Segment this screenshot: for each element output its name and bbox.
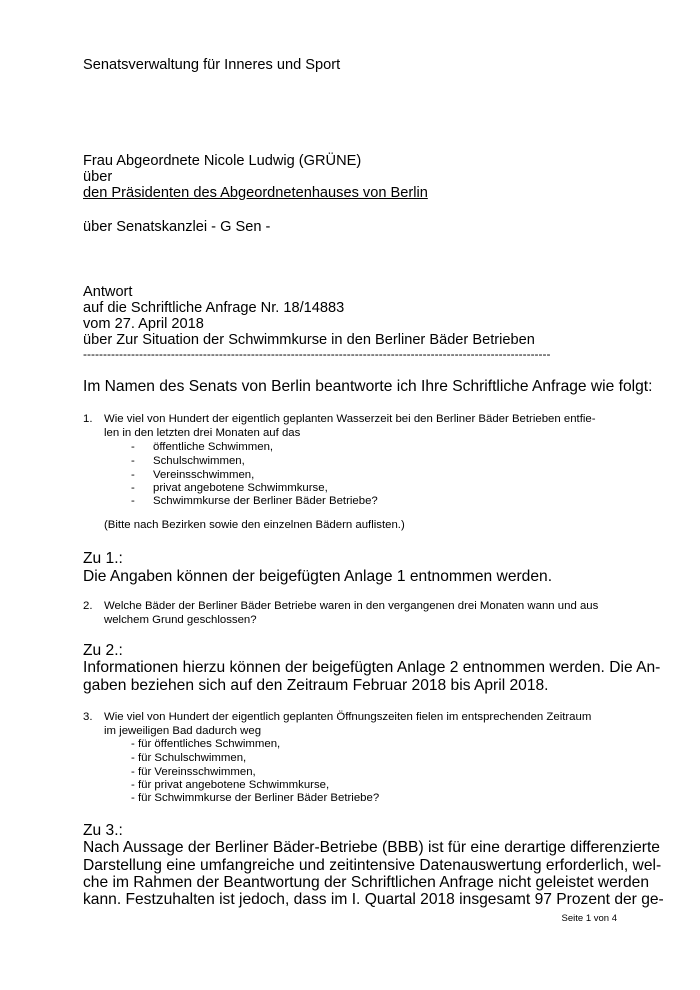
question-3-line-1: Wie viel von Hundert der eigentlich geplanten Öffnungszeiten fielen im entsprechenden Zeitraum: [104, 711, 592, 723]
subject-inquiry-number: auf die Schriftliche Anfrage Nr. 18/14883: [83, 300, 345, 316]
question-3-item: - für Schulschwimmen,: [131, 752, 247, 764]
question-3-number: 3.: [83, 711, 93, 723]
question-3-line-2: im jeweiligen Bad dadurch weg: [104, 725, 262, 737]
department-header: Senatsverwaltung für Inneres und Sport: [83, 57, 341, 73]
question-1-item: - öffentliche Schwimmen,: [131, 441, 274, 453]
answer-2-line-1: Informationen hierzu können der beigefügten Anlage 2 entnommen werden. Die An-: [83, 659, 661, 676]
answer-2-heading: Zu 2.:: [83, 642, 123, 659]
question-1-item: - privat angebotene Schwimmkurse,: [131, 482, 328, 494]
question-2-line-2: welchem Grund geschlossen?: [104, 614, 257, 626]
question-2-line-1: Welche Bäder der Berliner Bäder Betriebe waren in den vergangenen drei Monaten wann und aus: [104, 600, 599, 612]
question-1-line-1: Wie viel von Hundert der eigentlich geplanten Wasserzeit bei den Berliner Bäder Betrieben entfie-: [104, 413, 596, 425]
page-number: Seite 1 von 4: [561, 913, 617, 924]
addressee-president: den Präsidenten des Abgeordnetenhauses von Berlin: [83, 185, 428, 201]
subject-answer: Antwort: [83, 284, 133, 300]
addressee-chancellery: über Senatskanzlei - G Sen -: [83, 219, 271, 235]
question-1-item: - Schulschwimmen,: [131, 455, 245, 467]
answer-3-line-4: kann. Festzuhalten ist jedoch, dass im I. Quartal 2018 insgesamt 97 Prozent der ge-: [83, 891, 664, 908]
addressee-name: Frau Abgeordnete Nicole Ludwig (GRÜNE): [83, 153, 362, 169]
question-1-note: (Bitte nach Bezirken sowie den einzelnen Bädern auflisten.): [104, 519, 405, 531]
answer-1-heading: Zu 1.:: [83, 550, 123, 567]
subject-date: vom 27. April 2018: [83, 316, 204, 332]
intro-text: Im Namen des Senats von Berlin beantworte ich Ihre Schriftliche Anfrage wie folgt:: [83, 378, 653, 395]
answer-3-line-3: che im Rahmen der Beantwortung der Schriftlichen Anfrage nicht geleistet werden: [83, 874, 650, 891]
question-3-item: - für privat angebotene Schwimmkurse,: [131, 779, 330, 791]
question-1-item: - Schwimmkurse der Berliner Bäder Betriebe?: [131, 495, 378, 507]
question-1-number: 1.: [83, 413, 93, 425]
question-1-line-2: len in den letzten drei Monaten auf das: [104, 427, 301, 439]
answer-3-heading: Zu 3.:: [83, 822, 123, 839]
answer-3-line-1: Nach Aussage der Berliner Bäder-Betriebe (BBB) ist für eine derartige differenzierte: [83, 839, 660, 856]
addressee-via: über: [83, 169, 113, 185]
subject-separator: ---------------------------------------------------------------------------------------------------------------------: [83, 347, 551, 361]
question-3-item: - für öffentliches Schwimmen,: [131, 738, 281, 750]
answer-1-text: Die Angaben können der beigefügten Anlage 1 entnommen werden.: [83, 568, 553, 585]
question-2-number: 2.: [83, 600, 93, 612]
question-3-item: - für Vereinsschwimmen,: [131, 766, 256, 778]
answer-3-line-2: Darstellung eine umfangreiche und zeitintensive Datenauswertung erforderlich, wel-: [83, 857, 662, 874]
subject-title: über Zur Situation der Schwimmkurse in den Berliner Bäder Betrieben: [83, 332, 535, 348]
question-1-item: - Vereinsschwimmen,: [131, 469, 255, 481]
answer-2-line-2: gaben beziehen sich auf den Zeitraum Februar 2018 bis April 2018.: [83, 677, 549, 694]
question-3-item: - für Schwimmkurse der Berliner Bäder Betriebe?: [131, 792, 380, 804]
